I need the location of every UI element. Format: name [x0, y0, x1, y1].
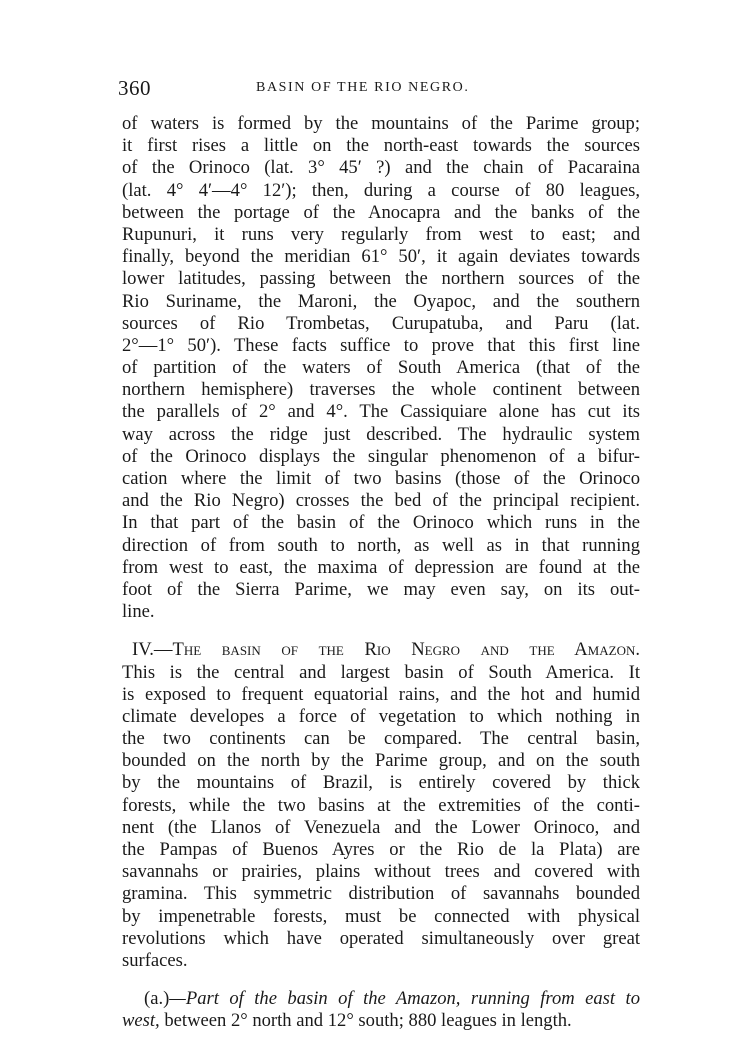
text-line: nent (the Llanos of Venezuela and the Lower Orinoco, and — [122, 816, 640, 838]
subsection-label: (a.) — [144, 988, 170, 1010]
paragraph-amazon-part-a — [122, 988, 640, 1032]
text-line: sources of Rio Trombetas, Curupatuba, and Paru (lat. — [122, 312, 640, 334]
text-line: 2°—1° 50′). These facts suffice to prove that this first line — [122, 334, 640, 356]
text-line: by impenetrable forests, must be connected with physical — [122, 905, 640, 927]
running-head — [118, 76, 640, 104]
text-line: and the Rio Negro) crosses the bed of the principal recipient. — [122, 490, 640, 512]
text-line: the two continents can be compared. The central basin, — [122, 728, 640, 750]
text-line — [122, 988, 640, 1010]
text-line: bounded on the north by the Parime group, and on the south — [122, 750, 640, 772]
text-line: (lat. 4° 4′—4° 12′); then, during a course of 80 leagues, — [122, 179, 640, 201]
text-line: northern hemisphere) traverses the whole continent between — [122, 379, 640, 401]
subsection-extent: between 2° north and 12° south; 880 leagues in length. — [159, 1010, 572, 1032]
text-line: from west to east, the maxima of depression are found at the — [122, 556, 640, 578]
text-line: is exposed to frequent equatorial rains, and the hot and humid — [122, 683, 640, 705]
text-line: forests, while the two basins at the extremities of the conti- — [122, 794, 640, 816]
text-line: of the Orinoco displays the singular phenomenon of a bifur- — [122, 445, 640, 467]
text-line: This is the central and largest basin of South America. It — [122, 661, 640, 683]
text-line: the parallels of 2° and 4°. The Cassiquiare alone has cut its — [122, 401, 640, 423]
text-line: climate developes a force of vegetation to which nothing in — [122, 705, 640, 727]
body-text — [122, 113, 640, 1033]
text-line: cation where the limit of two basins (those of the Orinoco — [122, 468, 640, 489]
paragraph-parime-watershed — [122, 113, 640, 623]
text-line: gramina. This symmetric distribution of savannahs bounded — [122, 883, 640, 905]
paragraph-gap — [122, 972, 640, 988]
page-number: 360 — [118, 76, 151, 100]
subsection-title: —Part of the basin of the Amazon, running from east to — [169, 988, 640, 1010]
text-line: of waters is formed by the mountains of the Parime group; — [122, 113, 640, 134]
text-line: surfaces. — [122, 949, 188, 971]
running-title: BASIN OF THE RIO NEGRO. — [256, 80, 470, 95]
text-line: between the portage of the Anocapra and the banks of the — [122, 201, 640, 223]
paragraph-amazon-basin — [122, 639, 640, 972]
text-line: direction of from south to north, as well as in that running — [122, 534, 640, 556]
text-line: line. — [122, 601, 155, 623]
text-line: Rupunuri, it runs very regularly from west to east; and — [122, 223, 640, 245]
text-line: revolutions which have operated simultaneously over great — [122, 927, 640, 949]
text-line: by the mountains of Brazil, is entirely covered by thick — [122, 772, 640, 794]
text-line: of partition of the waters of South America (that of the — [122, 357, 640, 379]
text-line: In that part of the basin of the Orinoco which runs in the — [122, 512, 640, 534]
text-line: it first rises a little on the north-east towards the sources — [122, 135, 640, 157]
text-line: foot of the Sierra Parime, we may even say, on its out- — [122, 578, 640, 600]
subsection-title-continued: west, — [122, 1010, 160, 1032]
section-heading: IV.—The basin of the Rio Negro and the Amazon. — [132, 639, 640, 661]
text-line: lower latitudes, passing between the northern sources of the — [122, 268, 640, 290]
paragraph-gap — [122, 623, 640, 639]
text-line: Rio Suriname, the Maroni, the Oyapoc, and the southern — [122, 290, 640, 312]
text-line: finally, beyond the meridian 61° 50′, it again deviates towards — [122, 246, 640, 268]
text-line: savannahs or prairies, plains without trees and covered with — [122, 861, 640, 883]
text-line: of the Orinoco (lat. 3° 45′ ?) and the chain of Pacaraina — [122, 157, 640, 179]
text-line — [122, 1010, 640, 1032]
text-line: way across the ridge just described. The hydraulic system — [122, 423, 640, 445]
text-line: the Pampas of Buenos Ayres or the Rio de la Plata) are — [122, 839, 640, 860]
